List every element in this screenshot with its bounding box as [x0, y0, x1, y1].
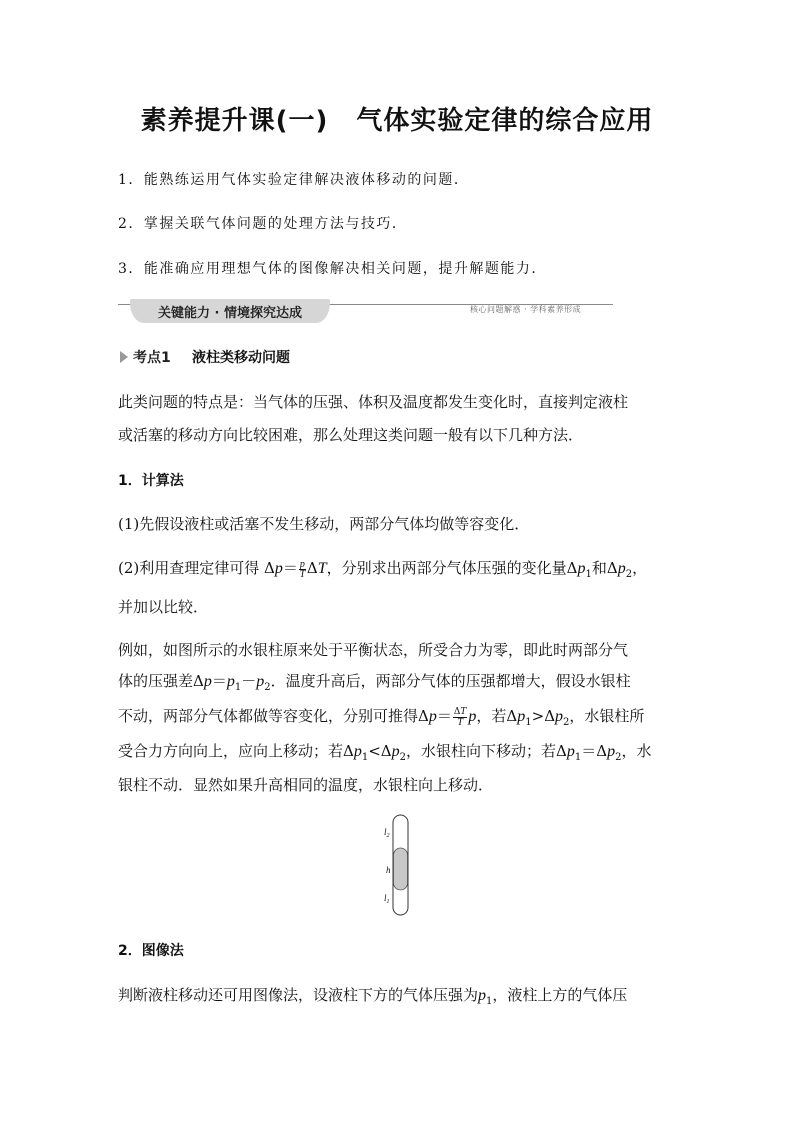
label-l1: $l_1$	[384, 893, 390, 905]
example-line-2: 体的压强差$\Delta p=p_1-p_2$．温度升高后，两部分气体的压强都增大，假设水银柱	[118, 672, 631, 693]
banner-right-text: 核心问题解惑 · 学科素养形成	[470, 305, 582, 314]
kaodian-label: 考点1	[133, 350, 171, 366]
formula-charles: Δp＝ $\frac{p}{T}$ ΔT	[264, 558, 327, 580]
example-line-3: 不动，两部分气体都做等容变化，分别可推得Δp＝ $\frac{\Delta T}{T}$ p，若$\Delta p_1>\Delta p_2$，水银柱所	[118, 706, 645, 728]
title-part2: 气体实验定律的综合应用	[356, 106, 654, 136]
method2-heading: 2．图像法	[118, 943, 184, 959]
mercury-column	[394, 848, 408, 890]
triangle-icon	[120, 351, 128, 363]
method1-step1: (1)先假设液柱或活塞不发生移动，两部分气体均做等容变化．	[118, 515, 530, 533]
label-l2: $l_2$	[384, 827, 390, 839]
mercury-tube-figure	[378, 812, 418, 917]
method1-step2-line2: 并加以比较．	[118, 598, 209, 616]
title-part1: 素养提升课(一)	[140, 106, 329, 136]
kaodian-title: 液柱类移动问题	[192, 350, 290, 366]
intro-line-1: 此类问题的特点是：当气体的压强、体积及温度都发生变化时，直接判定液柱	[118, 393, 629, 411]
goal-3: 3．能准确应用理想气体的图像解决相关问题，提升解题能力．	[118, 261, 547, 277]
method1-step2: (2)利用查理定律可得 Δp＝ $\frac{p}{T}$ ΔT，分别求出两部分气体压强的变化量$\Delta p_1$和$\Delta p_2$，	[118, 558, 648, 580]
label-h: h	[386, 865, 391, 875]
intro-line-2: 或活塞的移动方向比较困难，那么处理这类问题一般有以下几种方法．	[118, 426, 584, 444]
goal-2: 2．掌握关联气体问题的处理方法与技巧．	[118, 216, 408, 232]
method2-line-1: 判断液柱移动还可用图像法，设液柱下方的气体压强为$p_1$，液柱上方的气体压	[118, 986, 628, 1007]
banner-label: 关键能力 · 情境探究达成	[158, 306, 302, 321]
example-line-4: 受合力方向向上，应向上移动；若$\Delta p_1<\Delta p_2$，水银柱向下移动；若$\Delta p_1=\Delta p_2$，水	[118, 742, 652, 763]
page-title	[0, 100, 794, 137]
goal-1: 1．能熟练运用气体实验定律解决液体移动的问题．	[118, 172, 470, 188]
example-line-5: 银柱不动．显然如果升高相同的温度，水银柱向上移动．	[118, 776, 494, 794]
method1-heading: 1．计算法	[118, 473, 184, 489]
example-line-1: 例如，如图所示的水银柱原来处于平衡状态，所受合力为零，即此时两部分气	[118, 641, 629, 659]
